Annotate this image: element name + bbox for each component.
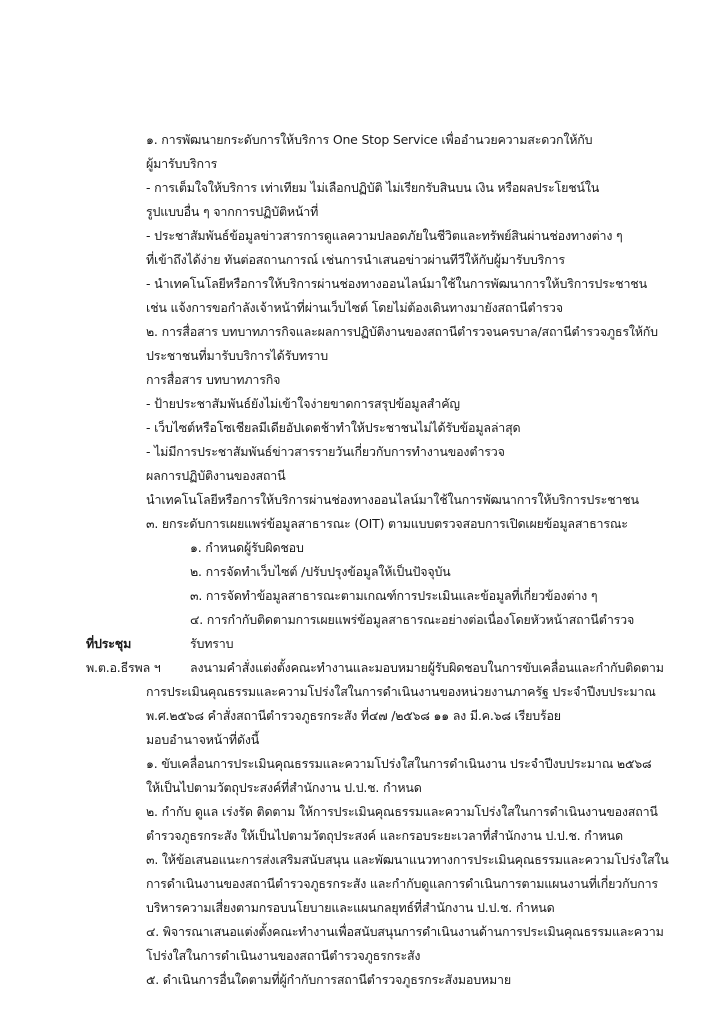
- text-line: ๑. การพัฒนายกระดับการให้บริการ One Stop Service เพื่ออำนวยความสะดวกให้กับ: [146, 132, 593, 147]
- text-line: การสื่อสาร บทบาทภารกิจ: [146, 372, 281, 387]
- text-line: รับทราบ: [190, 636, 234, 651]
- meeting-label: ที่ประชุม: [86, 636, 132, 651]
- text-line: - ป้ายประชาสัมพันธ์ยังไม่เข้าใจง่ายขาดการสรุปข้อมูลสำคัญ: [146, 396, 460, 411]
- text-line: - นำเทคโนโลยีหรือการให้บริการผ่านช่องทางออนไลน์มาใช้ในการพัฒนาการให้บริการประชาชน: [146, 276, 647, 291]
- text-line: ๓. การจัดทำข้อมูลสาธารณะตามเกณฑ์การประเมินและข้อมูลที่เกี่ยวข้องต่าง ๆ: [190, 588, 598, 603]
- text-line: ที่เข้าถึงได้ง่าย ทันต่อสถานการณ์ เช่นการนำเสนอข่าวผ่านทีวีให้กับผู้มารับบริการ: [146, 252, 565, 267]
- text-line: การประเมินคุณธรรมและความโปร่งใสในการดำเนินงานของหน่วยงานภาครัฐ ประจำปีงบประมาณ: [146, 684, 656, 699]
- text-line: - เว็บไซต์หรือโซเชียลมีเดียอัปเดตช้าทำให้ประชาชนไม่ได้รับข้อมูลล่าสุด: [146, 420, 521, 435]
- text-line: ๑. ขับเคลื่อนการประเมินคุณธรรมและความโปร่งใสในการดำเนินงาน ประจำปีงบประมาณ ๒๕๖๘: [146, 756, 652, 771]
- text-line: ๓. ให้ข้อเสนอแนะการส่งเสริมสนับสนุน และพัฒนาแนวทางการประเมินคุณธรรมและความโปร่งใสใน: [146, 852, 669, 867]
- text-line: ผู้มารับบริการ: [146, 156, 218, 171]
- text-line: รูปแบบอื่น ๆ จากการปฏิบัติหน้าที่: [146, 204, 319, 219]
- text-line: เช่น แจ้งการขอกำลังเจ้าหน้าที่ผ่านเว็บไซต์ โดยไม่ต้องเดินทางมายังสถานีตำรวจ: [146, 300, 563, 315]
- speaker-label: พ.ต.อ.ธีรพล ฯ: [86, 660, 161, 675]
- text-line: ๒. การจัดทำเว็บไซต์ /ปรับปรุงข้อมูลให้เป็นปัจจุบัน: [190, 564, 451, 579]
- text-line: ลงนามคำสั่งแต่งตั้งคณะทำงานและมอบหมายผู้รับผิดชอบในการขับเคลื่อนและกำกับติดตาม: [190, 660, 664, 675]
- text-line: ๒. กำกับ ดูแล เร่งรัด ติดตาม ให้การประเมินคุณธรรมและความโปร่งใสในการดำเนินงานของสถานี: [146, 804, 658, 819]
- text-line: ๔. พิจารณาเสนอแต่งตั้งคณะทำงานเพื่อสนับสนุนการดำเนินงานด้านการประเมินคุณธรรมและความ: [146, 924, 664, 939]
- text-line: - ประชาสัมพันธ์ข้อมูลข่าวสารการดูแลความปลอดภัยในชีวิตและทรัพย์สินผ่านช่องทางต่าง ๆ: [146, 228, 623, 243]
- text-line: ๔. การกำกับติดตามการเผยแพร่ข้อมูลสาธารณะอย่างต่อเนื่องโดยหัวหน้าสถานีตำรวจ: [190, 612, 635, 627]
- text-line: ให้เป็นไปตามวัตถุประสงค์ที่สำนักงาน ป.ป.ช. กำหนด: [146, 780, 422, 795]
- text-line: ๒. การสื่อสาร บทบาทภารกิจและผลการปฏิบัติงานของสถานีตำรวจนครบาล/สถานีตำรวจภูธรให้กับ: [146, 324, 658, 339]
- text-line: ๓. ยกระดับการเผยแพร่ข้อมูลสาธารณะ (OIT) ตามแบบตรวจสอบการเปิดเผยข้อมูลสาธารณะ: [146, 516, 628, 531]
- text-line: พ.ศ.๒๕๖๘ คำสั่งสถานีตำรวจภูธรกระสัง ที่๔๗ /๒๕๖๘ ๑๑ ลง มี.ค.๖๘ เรียบร้อย: [146, 708, 561, 723]
- text-line: - การเต็มใจให้บริการ เท่าเทียม ไม่เลือกปฏิบัติ ไม่เรียกรับสินบน เงิน หรือผลประโยชน์ใน: [146, 180, 600, 195]
- text-line: การดำเนินงานของสถานีตำรวจภูธรกระสัง และกำกับดูแลการดำเนินการตามแผนงานที่เกี่ยวกับการ: [146, 876, 658, 891]
- text-line: - ไม่มีการประชาสัมพันธ์ข่าวสารรายวันเกี่ยวกับการทำงานของตำรวจ: [146, 444, 505, 459]
- text-line: ตำรวจภูธรกระสัง ให้เป็นไปตามวัตถุประสงค์ และกรอบระยะเวลาที่สำนักงาน ป.ป.ช. กำหนด: [146, 828, 623, 843]
- text-line: ๑. กำหนดผู้รับผิดชอบ: [190, 540, 304, 555]
- text-line: ผลการปฏิบัติงานของสถานี: [146, 468, 286, 483]
- text-line: มอบอำนาจหน้าที่ดังนี้: [146, 732, 260, 747]
- text-line: บริหารความเสี่ยงตามกรอบนโยบายและแผนกลยุทธ์ที่สำนักงาน ป.ป.ช. กำหนด: [146, 900, 555, 915]
- text-line: ประชาชนที่มารับบริการได้รับทราบ: [146, 348, 328, 363]
- text-line: นำเทคโนโลยีหรือการให้บริการผ่านช่องทางออนไลน์มาใช้ในการพัฒนาการให้บริการประชาชน: [146, 492, 639, 507]
- text-line: โปร่งใสในการดำเนินงานของสถานีตำรวจภูธรกระสัง: [146, 948, 421, 963]
- text-line: ๕. ดำเนินการอื่นใดตามที่ผู้กำกับการสถานีตำรวจภูธรกระสังมอบหมาย: [146, 972, 511, 987]
